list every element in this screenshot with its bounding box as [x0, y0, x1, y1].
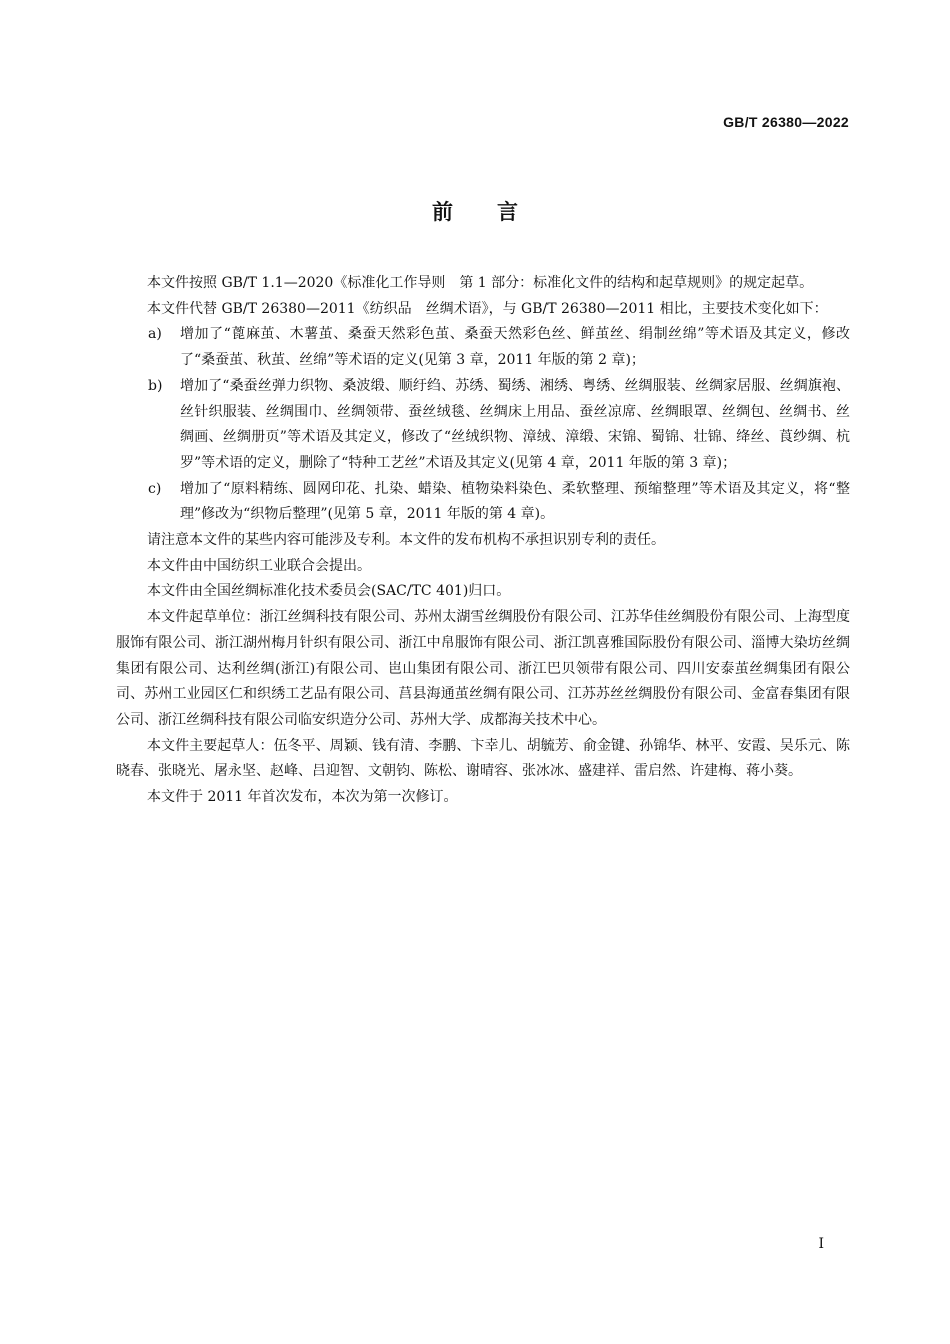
- paragraph-drafting-units: 本文件起草单位：浙江丝绸科技有限公司、苏州太湖雪丝绸股份有限公司、江苏华佳丝绸股份有限公司、上海型度服饰有限公司、浙江湖州梅月针织有限公司、浙江中帛服饰有限公司、浙江凯喜雅国际股份有限公司、淄博大染坊丝绸集团有限公司、达利丝绸(浙江)有限公司、岜山集团有限公司、浙江巴贝领带有限公司、四川安泰茧丝绸集团有限公司、苏州工业园区仁和织绣工艺品有限公司、莒县海通茧丝绸有限公司、江苏苏丝丝绸股份有限公司、金富春集团有限公司、浙江丝绸科技有限公司临安织造分公司、苏州大学、成都海关技术中心。: [116, 609, 850, 728]
- change-item-b: [116, 374, 850, 477]
- paragraph-drafting-rules: 本文件按照 GB/T 1.1—2020《标准化工作导则 第 1 部分：标准化文件的结构和起草规则》的规定起草。: [147, 275, 814, 291]
- paragraph-publication-history: 本文件于 2011 年首次发布，本次为第一次修订。: [147, 789, 458, 806]
- paragraph-main-drafters: 本文件主要起草人：伍冬平、周颖、钱有清、李鹏、卞幸儿、胡毓芳、俞金键、孙锦华、林平、安霞、吴乐元、陈晓春、张晓光、屠永坚、赵峰、吕迎智、文朝钧、陈松、谢晴容、张冰冰、盛建祥、雷启然、许建梅、蒋小葵。: [116, 737, 850, 780]
- document-body: [116, 271, 850, 811]
- paragraph-patent-notice: 请注意本文件的某些内容可能涉及专利。本文件的发布机构不承担识别专利的责任。: [147, 532, 665, 549]
- list-item-text: 增加了“原料精练、圆网印花、扎染、蜡染、植物染料染色、柔软整理、预缩整理”等术语及其定义，将“整理”修改为“织物后整理”(见第 5 章，2011 年版的第 4 章)。: [180, 480, 850, 523]
- list-item-text: 增加了“蓖麻茧、木薯茧、桑蚕天然彩色茧、桑蚕天然彩色丝、鲜茧丝、绢制丝绵”等术语及其定义，修改了“桑蚕茧、秋茧、丝绵”等术语的定义(见第 3 章，2011 年版的第 2 章)；: [180, 326, 850, 369]
- page-title: 前言: [432, 200, 562, 224]
- paragraph-proposed-by: 本文件由中国纺织工业联合会提出。: [147, 557, 371, 574]
- page-number: I: [818, 1236, 824, 1252]
- list-marker: c): [148, 480, 162, 497]
- standard-code: GB/T 26380—2022: [723, 114, 849, 130]
- change-item-a: [116, 322, 850, 373]
- paragraph-under-jurisdiction: 本文件由全国丝绸标准化技术委员会(SAC/TC 401)归口。: [147, 583, 511, 600]
- list-item-text: 增加了“桑蚕丝弹力织物、桑波缎、顺纡绉、苏绣、蜀绣、湘绣、粤绣、丝绸服装、丝绸家居服、丝绸旗袍、丝针织服装、丝绸围巾、丝绸领带、蚕丝绒毯、丝绸床上用品、蚕丝凉席、丝绸眼罩、丝绸包、丝绸书、丝绸画、丝绸册页”等术语及其定义，修改了“丝绒织物、漳绒、漳缎、宋锦、蜀锦、壮锦、绛丝、莨纱绸、杭罗”等术语的定义，删除了“特种工艺丝”术语及其定义(见第 4 章，2011 年版的第 3 章)；: [180, 377, 850, 471]
- paragraph-replaces: 本文件代替 GB/T 26380—2011《纺织品 丝绸术语》，与 GB/T 26380—2011 相比，主要技术变化如下：: [147, 300, 828, 317]
- list-marker: a): [148, 326, 162, 343]
- change-item-c: [116, 477, 850, 528]
- list-marker: b): [148, 377, 163, 394]
